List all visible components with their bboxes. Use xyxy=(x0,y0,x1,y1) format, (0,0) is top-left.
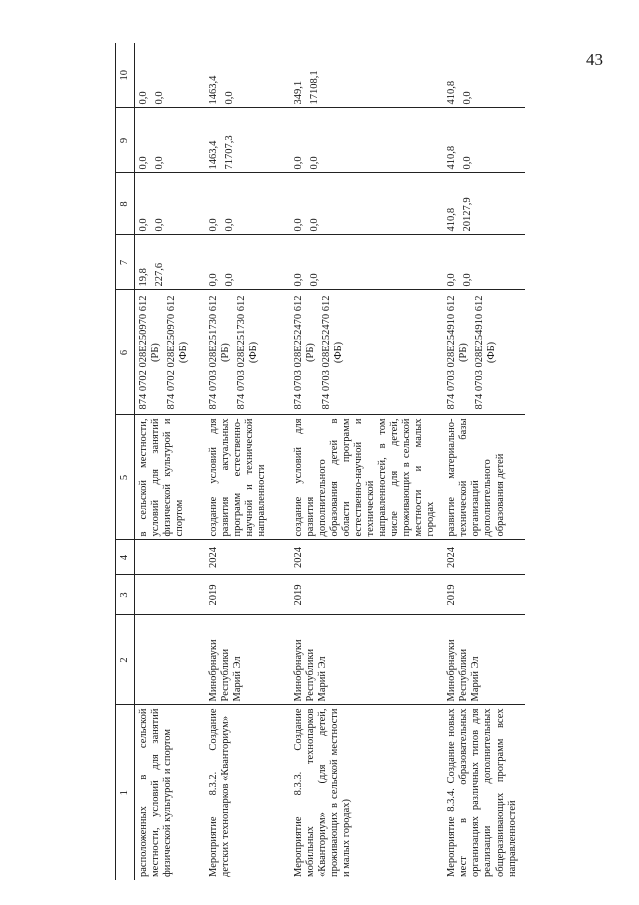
value-fb: 0,0 xyxy=(462,156,474,170)
value-cell-10 xyxy=(135,43,205,108)
result-cell: создание условий для развития актуальных программ естественно-научной и технической направленности xyxy=(205,415,290,540)
value-cell-10 xyxy=(290,43,444,108)
value-rb: 0,0 xyxy=(138,156,149,170)
value-rb: 349,1 xyxy=(292,80,304,105)
value-fb: 227,6 xyxy=(154,262,166,287)
value-fb: 0,0 xyxy=(462,273,474,287)
value-rb: 410,8 xyxy=(446,145,458,170)
header-row xyxy=(116,43,135,880)
value-rb: 0,0 xyxy=(138,91,149,105)
value-fb: 0,0 xyxy=(308,273,320,287)
measure-cell: Мероприятие 8.3.4. Создание новых мест в образовательных организациях различных типов для реализации дополнительных общеразвивающих программ всех направленностей xyxy=(446,708,518,877)
start-year-cell: 2019 xyxy=(290,575,444,615)
end-year-cell: 2024 xyxy=(290,540,444,575)
executor-cell: Минобрнауки Республики Марий Эл xyxy=(290,615,444,705)
header-col-2: 2 xyxy=(116,615,135,705)
value-rb: 0,0 xyxy=(292,218,304,232)
result-cell: создание условий для развития дополнительного образования детей в области программ естественно-научной и технической направленностей, в том числе для детей, проживающих в сельской местности и малых городах xyxy=(290,415,444,540)
value-rb: 410,8 xyxy=(446,80,458,105)
value-fb: 0,0 xyxy=(223,91,235,105)
budget-code-rb: 874 0702 028E250970 612 (РБ) xyxy=(138,295,162,410)
value-cell-10 xyxy=(443,43,524,108)
result-cell: в сельской местности, условий для занятий физической культурой и спортом xyxy=(135,415,205,540)
start-year-cell: 2019 xyxy=(205,575,290,615)
value-cell-9 xyxy=(205,108,290,173)
value-fb: 0,0 xyxy=(154,218,166,232)
measure-cell: расположенных в сельской местности, условий для занятий физической культурой и спортом xyxy=(138,708,174,877)
value-rb: 0,0 xyxy=(446,273,458,287)
value-rb: 0,0 xyxy=(138,218,149,232)
budget-code-cell xyxy=(290,290,444,415)
budget-code-fb: 874 0703 028E254910 612 (ФБ) xyxy=(474,295,498,410)
value-cell-9 xyxy=(135,108,205,173)
value-fb: 0,0 xyxy=(154,91,166,105)
header-col-10: 10 xyxy=(116,43,135,108)
budget-code-cell xyxy=(205,290,290,415)
header-col-6: 6 xyxy=(116,290,135,415)
end-year-cell: 2024 xyxy=(205,540,290,575)
start-year-cell: 2019 xyxy=(443,575,524,615)
value-rb: 0,0 xyxy=(292,273,304,287)
end-year-cell: 2024 xyxy=(443,540,524,575)
page-number: 43 xyxy=(586,50,603,69)
value-cell-7 xyxy=(290,235,444,290)
header-col-5: 5 xyxy=(116,415,135,540)
measure-cell: Мероприятие 8.3.3. Создание мобильных технопарков «Кванториум» (для детей, проживающих в сельской местности и малых городах) xyxy=(292,708,352,877)
header-col-1: 1 xyxy=(116,705,135,880)
value-cell-7 xyxy=(443,235,524,290)
header-col-3: 3 xyxy=(116,575,135,615)
value-fb: 0,0 xyxy=(223,273,235,287)
budget-code-rb: 874 0703 028E252470 612 (РБ) xyxy=(292,295,316,410)
value-rb: 0,0 xyxy=(292,156,304,170)
header-col-7: 7 xyxy=(116,235,135,290)
value-fb: 0,0 xyxy=(223,218,235,232)
header-col-4: 4 xyxy=(116,540,135,575)
start-year-cell xyxy=(135,575,205,615)
value-fb: 0,0 xyxy=(308,156,320,170)
budget-code-cell xyxy=(443,290,524,415)
value-cell-8 xyxy=(135,173,205,235)
value-fb: 17108,1 xyxy=(308,70,320,105)
header-col-8: 8 xyxy=(116,173,135,235)
value-fb: 71707,3 xyxy=(223,135,235,170)
value-cell-8 xyxy=(443,173,524,235)
value-cell-8 xyxy=(290,173,444,235)
table-row xyxy=(443,43,524,880)
table-row xyxy=(290,43,444,880)
value-rb: 0,0 xyxy=(207,273,219,287)
value-rb: 1463,4 xyxy=(207,140,219,170)
value-rb: 1463,4 xyxy=(207,75,219,105)
value-cell-7 xyxy=(135,235,205,290)
executor-cell: Минобрнауки Республики Марий Эл xyxy=(205,615,290,705)
value-fb: 0,0 xyxy=(154,156,166,170)
value-fb: 0,0 xyxy=(462,91,474,105)
value-cell-8 xyxy=(205,173,290,235)
value-cell-9 xyxy=(290,108,444,173)
budget-code-fb: 874 0703 028E252470 612 (ФБ) xyxy=(320,295,344,410)
table-row xyxy=(135,43,205,880)
executor-cell xyxy=(135,615,205,705)
value-fb: 0,0 xyxy=(308,218,320,232)
measure-cell: Мероприятие 8.3.2. Создание детских технопарков «Кванториум» xyxy=(207,708,231,877)
value-rb: 410,8 xyxy=(446,207,458,232)
budget-table xyxy=(115,43,518,880)
value-rb: 19,8 xyxy=(138,268,149,287)
header-col-9: 9 xyxy=(116,108,135,173)
value-cell-10 xyxy=(205,43,290,108)
budget-code-cell xyxy=(135,290,205,415)
budget-code-rb: 874 0703 028E254910 612 (РБ) xyxy=(446,295,470,410)
table-row xyxy=(205,43,290,880)
value-fb: 20127,9 xyxy=(462,197,474,232)
budget-code-fb: 874 0702 028E250970 612 (ФБ) xyxy=(166,295,190,410)
budget-code-fb: 874 0703 028E251730 612 (ФБ) xyxy=(235,295,259,410)
end-year-cell xyxy=(135,540,205,575)
value-cell-9 xyxy=(443,108,524,173)
value-rb: 0,0 xyxy=(207,218,219,232)
budget-code-rb: 874 0703 028E251730 612 (РБ) xyxy=(207,295,231,410)
result-cell: развитие материально-технической базы организаций дополнительного образования детей xyxy=(443,415,524,540)
value-cell-7 xyxy=(205,235,290,290)
executor-cell: Минобрнауки Республики Марий Эл xyxy=(443,615,524,705)
